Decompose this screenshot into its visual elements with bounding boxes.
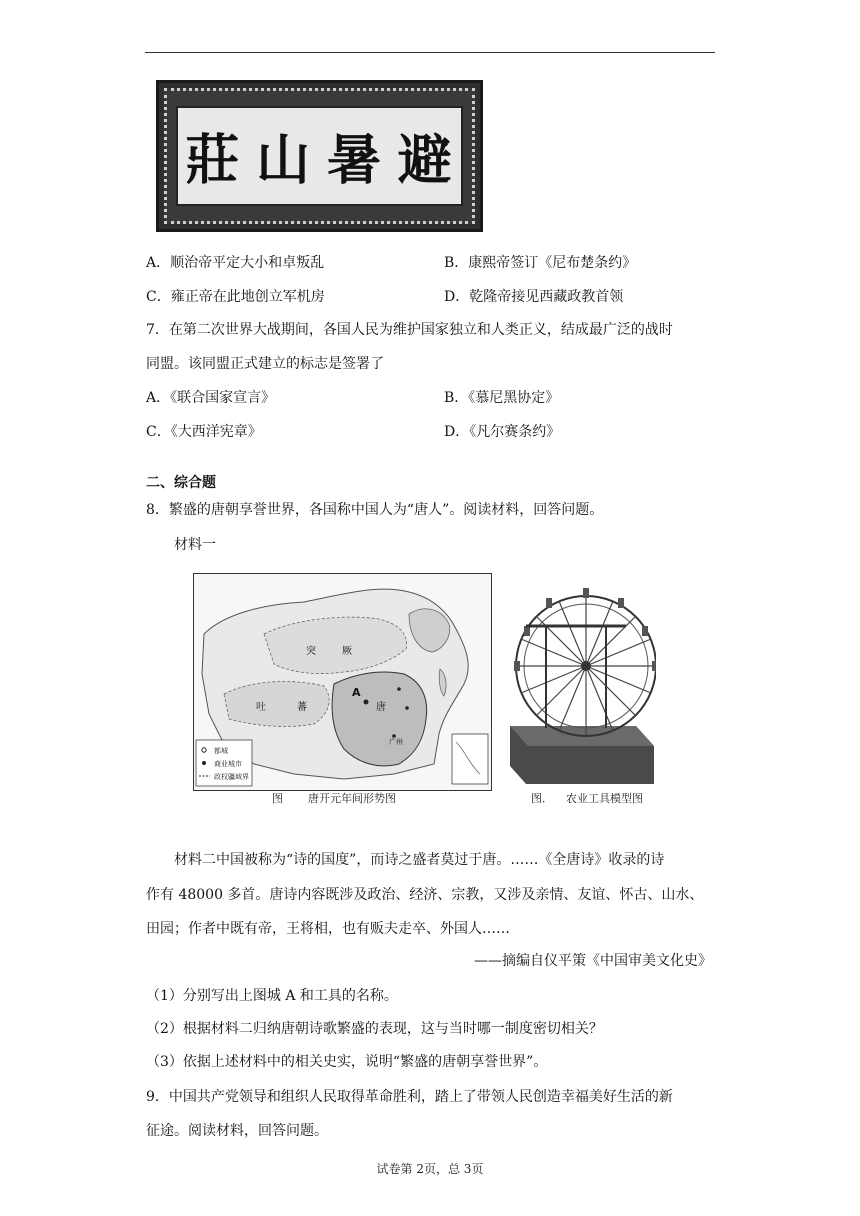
q7-option-b: B．《慕尼黑协定》 [444, 390, 560, 406]
q8-intro: 8．繁盛的唐朝享誉世界，各国称中国人为“唐人”。阅读材料，回答问题。 [146, 502, 604, 518]
plaque-inner [176, 106, 463, 206]
q6-option-d: D．乾隆帝接见西藏政教首领 [444, 289, 624, 305]
q7-option-d: D．《凡尔赛条约》 [444, 424, 561, 440]
q7-stem-line2: 同盟。该同盟正式建立的标志是签署了 [146, 356, 384, 372]
map-label-tang: 唐 [376, 702, 386, 713]
q8-subquestion-3: （3）依据上述材料中的相关史实，说明“繁盛的唐朝享誉世界”。 [146, 1054, 548, 1070]
waterwheel-figure [506, 576, 656, 786]
header-rule [145, 52, 715, 53]
page-footer: 试卷第 2页，总 3页 [376, 1162, 484, 1176]
map-capital-dot [364, 700, 369, 705]
tang-map-figure [193, 573, 492, 791]
q7-option-a: A．《联合国家宣言》 [146, 390, 276, 406]
q8-subquestion-1: （1）分别写出上图城 A 和工具的名称。 [146, 988, 398, 1004]
map-label-tu: 突 [306, 646, 316, 657]
map-city-dot [405, 706, 409, 710]
map-label-guangzhou: 广州 [389, 738, 403, 746]
material2-line3: 田园；作者中既有帝，王将相，也有贩夫走卒、外国人…… [146, 921, 510, 937]
q9-stem-line1: 9．中国共产党领导和组织人民取得革命胜利，踏上了带领人民创造幸福美好生活的新 [146, 1089, 673, 1105]
map-caption-prefix: 图 [272, 792, 283, 805]
tang-map-svg [194, 574, 491, 790]
map-label-tu2: 吐 [256, 702, 266, 713]
tool-caption: 农业工具模型图 [566, 792, 643, 805]
q6-option-a: A．顺治帝平定大小和卓叛乱 [146, 255, 325, 271]
legend-border: 政权疆域界 [214, 773, 249, 781]
map-city-dot [392, 734, 396, 738]
material2-source: ——摘编自仪平策《中国审美文化史》 [474, 953, 712, 969]
plaque-char-4: 避 [397, 127, 454, 192]
waterwheel-svg [506, 576, 656, 786]
q8-subquestion-2: （2）根据材料二归纳唐朝诗歌繁盛的表现，这与当时哪一制度密切相关？ [146, 1021, 603, 1037]
material1-label: 材料一 [174, 537, 216, 553]
tool-caption-prefix: 图． [531, 792, 553, 805]
q7-stem-line1: 7．在第二次世界大战期间，各国人民为维护国家独立和人类正义，结成最广泛的战时 [146, 322, 673, 338]
legend-capital: 都城 [214, 747, 228, 755]
q9-stem-line2: 征途。阅读材料，回答问题。 [146, 1123, 328, 1139]
plaque-char-1: 莊 [185, 127, 242, 192]
legend-city: 商业城市 [214, 760, 242, 768]
map-label-bo: 蕃 [297, 702, 307, 713]
material2-line1: 材料二中国被称为“诗的国度”，而诗之盛者莫过于唐。……《全唐诗》收录的诗 [174, 852, 665, 868]
material2-line2: 作有 48000 多首。唐诗内容既涉及政治、经济、宗教，又涉及亲情、友谊、怀古、山水、 [146, 887, 704, 903]
q6-option-b: B．康熙帝签订《尼布楚条约》 [444, 255, 637, 271]
q7-option-c: C．《大西洋宪章》 [146, 424, 262, 440]
plaque-char-2: 山 [256, 127, 313, 192]
map-label-city-a: A [352, 686, 361, 699]
plaque-characters [178, 118, 461, 195]
map-label-jue: 厥 [342, 646, 352, 657]
map-caption: 唐开元年间形势图 [308, 792, 396, 805]
plaque-char-3: 暑 [326, 127, 383, 192]
plaque-image [156, 80, 483, 232]
map-city-dot [397, 687, 401, 691]
city-legend-icon [202, 761, 206, 765]
section-title: 二、综合题 [146, 475, 216, 491]
q6-option-c: C．雍正帝在此地创立军机房 [146, 289, 325, 305]
